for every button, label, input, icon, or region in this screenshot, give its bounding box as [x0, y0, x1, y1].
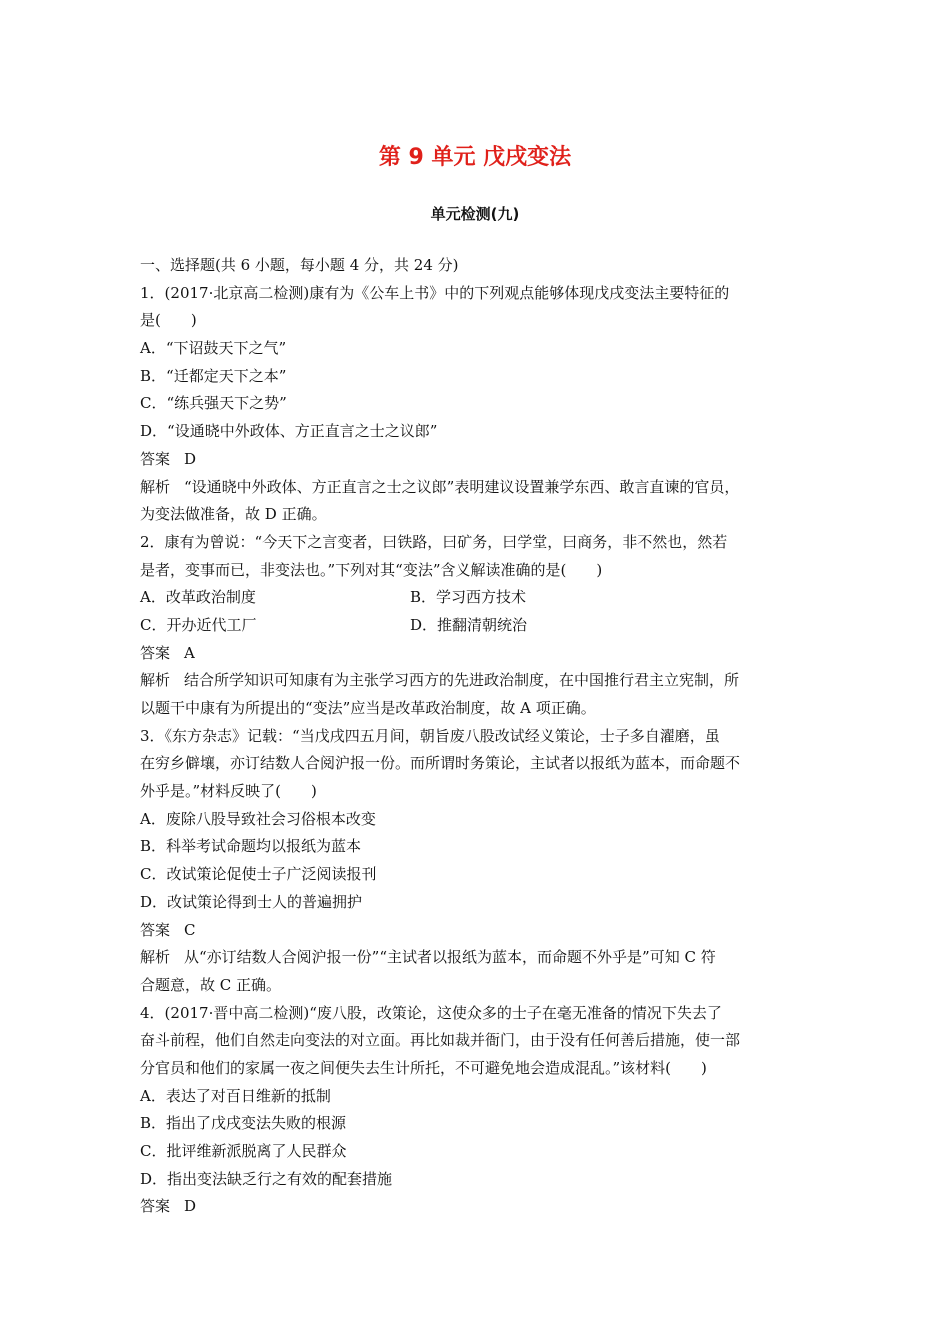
- analysis-label: 解析: [140, 948, 171, 967]
- q2-option-d: D．推翻清朝统治: [410, 615, 528, 634]
- q2-options-row-2: [140, 612, 816, 640]
- q1-analysis-line-2: 为变法做准备，故 D 正确。: [140, 505, 327, 524]
- answer-label: 答案: [140, 920, 171, 939]
- q1-answer-value: D: [184, 449, 197, 468]
- q2-option-a: A．改革政治制度: [140, 588, 256, 607]
- q3-stem-line-1: 3．《东方杂志》记载：“当戊戌四五月间，朝旨废八股改试经义策论，士子多自濯磨，虽: [140, 726, 720, 745]
- q4-answer: [140, 1193, 816, 1221]
- q3-analysis-line-2: 合题意，故 C 正确。: [140, 975, 282, 994]
- q1-analysis-line-1: [140, 474, 816, 502]
- q4-stem-line-2: 奋斗前程，他们自然走向变法的对立面。再比如裁并衙门，由于没有任何善后措施，使一部: [140, 1031, 741, 1050]
- q1-option-a: A．“下诏鼓天下之气”: [140, 339, 287, 358]
- q3-option-b: B．科举考试命题均以报纸为蓝本: [140, 837, 362, 856]
- q2-option-c: C．开办近代工厂: [140, 615, 257, 634]
- q2-answer-value: A: [184, 643, 195, 662]
- document-body: [140, 252, 816, 1221]
- q2-stem-line-1: 2．康有为曾说：“今天下之言变者，曰铁路，曰矿务，曰学堂，曰商务，非不然也，然若: [140, 532, 728, 551]
- analysis-label: 解析: [140, 671, 171, 690]
- analysis-label: 解析: [140, 477, 171, 496]
- answer-label: 答案: [140, 1197, 171, 1216]
- q3-option-d: D．改试策论得到士人的普遍拥护: [140, 892, 363, 911]
- q2-analysis-line-1: [140, 667, 816, 695]
- q1-option-d: D．“设通晓中外政体、方正直言之士之议郎”: [140, 422, 438, 441]
- q3-stem-line-3: 外乎是。”材料反映了( ): [140, 782, 317, 801]
- q1-option-c: C．“练兵强天下之势”: [140, 394, 287, 413]
- q3-option-c: C．改试策论促使士子广泛阅读报刊: [140, 865, 377, 884]
- q4-option-a: A．表达了对百日维新的抵制: [140, 1086, 331, 1105]
- q3-analysis-text-1: 从“亦订结数人合阅沪报一份”“主试者以报纸为蓝本，而命题不外乎是”可知 C 符: [184, 948, 716, 967]
- q4-option-d: D．指出变法缺乏行之有效的配套措施: [140, 1169, 393, 1188]
- q2-option-b: B．学习西方技术: [410, 588, 527, 607]
- q2-analysis-text-1: 结合所学知识可知康有为主张学习西方的先进政治制度，在中国推行君主立宪制，所: [184, 671, 740, 690]
- q4-stem-line-3: 分官员和他们的家属一夜之间便失去生计所托，不可避免地会造成混乱。”该材料( ): [140, 1058, 707, 1077]
- q1-answer: [140, 446, 816, 474]
- unit-title: 第 9 单元 戊戌变法: [378, 145, 572, 170]
- q1-analysis-text-1: “设通晓中外政体、方正直言之士之议郎”表明建议设置兼学东西、敢言直谏的官员，: [184, 477, 740, 496]
- q3-analysis-line-1: [140, 944, 816, 972]
- q2-analysis-line-2: 以题干中康有为所提出的“变法”应当是改革政治制度，故 A 项正确。: [140, 699, 596, 717]
- q3-stem-line-2: 在穷乡僻壤，亦订结数人合阅沪报一份。而所谓时务策论，主试者以报纸为蓝本，而命题不: [140, 754, 741, 773]
- q2-stem-line-2: 是者，变事而已，非变法也。”下列对其“变法”含义解读准确的是( ): [140, 560, 603, 579]
- answer-label: 答案: [140, 643, 171, 662]
- q4-option-c: C．批评维新派脱离了人民群众: [140, 1142, 347, 1160]
- q4-answer-value: D: [184, 1197, 197, 1216]
- q2-answer: [140, 640, 816, 668]
- q1-option-b: B．“迁都定天下之本”: [140, 366, 287, 385]
- q1-stem-line-2: 是( ): [140, 311, 197, 330]
- q1-stem-line-1: 1．(2017·北京高二检测)康有为《公车上书》中的下列观点能够体现戊戌变法主要特征的: [140, 283, 730, 302]
- q3-answer-value: C: [184, 920, 196, 939]
- q2-options-row-1: [140, 584, 816, 612]
- section-heading: 一、选择题(共 6 小题，每小题 4 分，共 24 分): [140, 256, 459, 274]
- unit-subtitle: 单元检测(九): [430, 205, 520, 223]
- q3-answer: [140, 917, 816, 945]
- q4-stem-line-1: 4．(2017·晋中高二检测)“废八股，改策论，这使众多的士子在毫无准备的情况下失去了: [140, 1003, 722, 1022]
- q4-option-b: B．指出了戊戌变法失败的根源: [140, 1114, 347, 1133]
- q3-option-a: A．废除八股导致社会习俗根本改变: [140, 809, 376, 828]
- answer-label: 答案: [140, 449, 171, 468]
